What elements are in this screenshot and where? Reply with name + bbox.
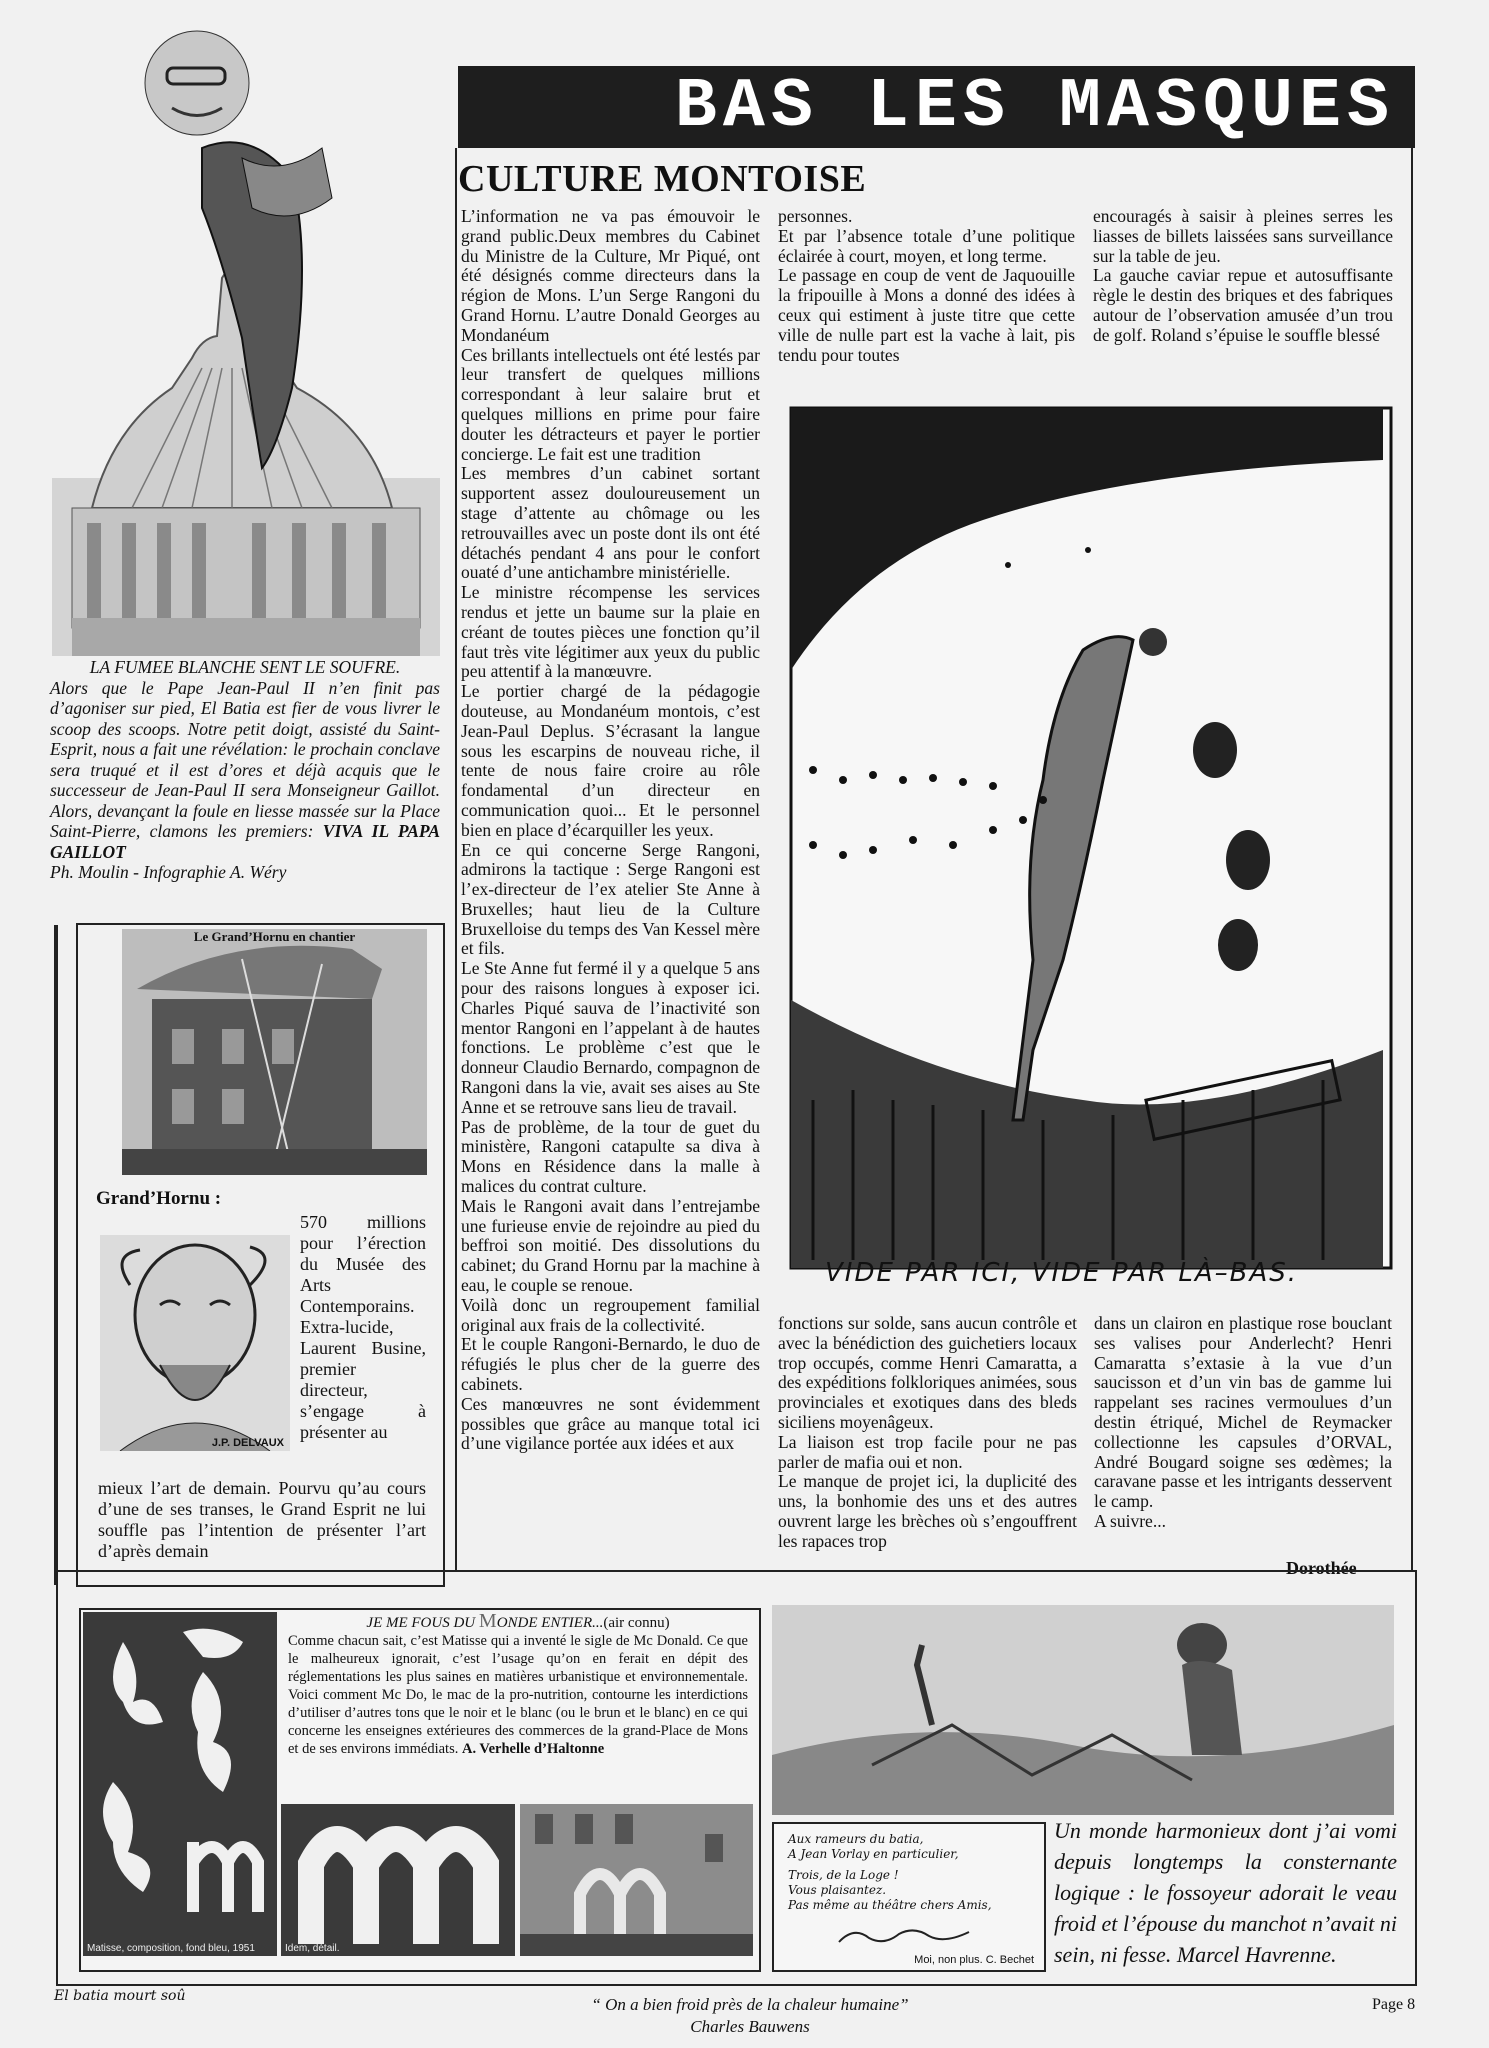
note-line: A Jean Vorlay en particulier, [788, 1847, 959, 1861]
busine-portrait [100, 1235, 290, 1451]
grand-hornu-text-side: 570 millions pour l’érection du Musée des Arts Contemporains. Extra-lucide, Laurent Busine, premier directeur, s’engage à présenter au [300, 1212, 426, 1442]
paragraph: Le manque de projet ici, la duplicité des uns, la bonhomie des uns et des autres ouvrent large les brèches où s’engouffrent les rapaces trop [778, 1471, 1077, 1551]
image-caption: Idem, détail. [285, 1943, 340, 1954]
article-title: CULTURE MONTOISE [458, 158, 867, 200]
divider [1411, 148, 1413, 1570]
paragraph: A suivre... [1094, 1510, 1166, 1531]
paragraph: Les membres d’un cabinet sortant supportent assez douloureusement un stage d’attente au chômage ou les retrouvailles avec un poste dont ils ont été détachés pendant 4 ans pour le confort ouaté d’une antichambre ministérielle. [461, 463, 760, 583]
page-number: Page 8 [1372, 1996, 1416, 2013]
matisse-body: Comme chacun sait, c’est Matisse qui a inventé le sigle de Mc Donald. Ce que le malheureux ignorait, c’est l’usage qu’on en ferait en dépit des réglementations les plus saines en matières urbanistique et environnementale. Voici comment Mc Do, le mac de la pro-nutrition, contourne les interdictions d’utiliser d’autres tons que le noir et le blanc (ou le brun et le blanc) en ce qui concerne les enseignes extérieures des commerces de la grand-Place de Mons et de ses environs immédiats. [288, 1633, 748, 1757]
pope-illustration [52, 8, 440, 656]
ink-drawing [783, 400, 1395, 1300]
divider [54, 925, 58, 1585]
photo-caption: Le Grand’Hornu en chantier [193, 929, 356, 944]
divider [455, 148, 457, 1570]
matisse-signature: A. Verhelle d’Haltonne [461, 1741, 605, 1757]
photo-credit: Ph. Moulin - Infographie A. Wéry [50, 862, 287, 882]
paragraph: fonctions sur solde, sans aucun contrôle et avec la bénédiction des guichetiers locaux trop occupés, comme Henri Camaratta, a des expéditions folkloriques animées, sous provinciales et exotiques dans des bleds siciliens moyenâgeux. [778, 1313, 1077, 1432]
paragraph: La gauche caviar repue et autosuffisante règle le destin des briques et des fabriques autour de l’observation amusée d’un trou de golf. Roland s’épuise le souffle blessé [1093, 265, 1393, 345]
matisse-text [288, 1612, 748, 1758]
article-column-1 [461, 207, 760, 1454]
article-column-3-bottom [1094, 1314, 1392, 1532]
section-title: BAS LES MASQUES [674, 68, 1395, 147]
article-column-2-bottom [778, 1314, 1077, 1552]
mc-m-icon: M [478, 1610, 497, 1632]
paragraph: Pas de problème, de la tour de guet du ministère, Rangoni catapulte sa diva à Mons en Résidence dans la malle à malices du contrat culture. [461, 1116, 760, 1197]
article-column-3-top [1093, 207, 1393, 346]
paragraph: L’information ne va pas émouvoir le grand public.Deux membres du Cabinet du Ministre de la Culture, Mr Piqué, ont été désignés comme directeurs dans la région de Mons. L’un Serge Rangoni du Grand Hornu. L’autre Donald Georges au Mondanéum [461, 206, 760, 345]
matisse-heading [288, 1612, 748, 1632]
portrait-credit: J.P. DELVAUX [211, 1437, 284, 1449]
paragraph: personnes. [778, 206, 853, 226]
paragraph: Le Ste Anne fut fermé il y a quelque 5 ans pour des raisons longues à exposer ici. Charles Piqué sauva de l’inactivité son mentor Rangoni en l’appelant à de hautes fonctions. Le problème c’est que le donneur Claudio Bernardo, compagnon de Rangoni dans la vie, avait ses aises au Ste Anne et se retrouve sans lieu de travail. [461, 958, 760, 1117]
mcdonalds-facade-photo [520, 1804, 753, 1956]
footer-quote [500, 1994, 1000, 2038]
heading-part: ONDE ENTIER... [496, 1615, 604, 1631]
grand-hornu-text: mieux l’art de demain. Pourvu qu’au cours d’une de ses transes, le Grand Esprit ne lui souffle pas l’intention de présenter l’art d’après demain [98, 1478, 426, 1561]
paragraph: Et le couple Rangoni-Bernardo, le duo de réfugiés le plus cher de la guerre des cabinets. [461, 1334, 760, 1395]
note-line: Vous plaisantez. [788, 1883, 887, 1897]
paragraph: Le ministre récompense les services rendus et jette un baume sur la plaie en créant de toutes pièces une fonction qu’il faut très vite légitimer aux yeux du public peu attentif à la manœuvre. [461, 582, 760, 682]
footer-quote-author: Charles Bauwens [690, 2017, 810, 2036]
grand-hornu-photo [122, 929, 427, 1175]
article-author: Dorothée [1286, 1558, 1357, 1578]
handwritten-note [772, 1822, 1046, 1972]
etching-image [772, 1605, 1394, 1815]
footer-left: El batia mourt soû [54, 1988, 186, 2004]
heading-part: JE ME FOUS DU [366, 1615, 479, 1631]
section-header [458, 66, 1415, 148]
paragraph: Ces manœuvres ne sont évidemment possibles que grâce au manque total ici d’une vigilance portée aux idées et aux [461, 1393, 760, 1454]
paragraph: Le portier chargé de la pédagogie douteuse, au Mondanéum montois, c’est Jean-Paul Deplus. S’écrasant la langue sous les escarpins de nouveau riche, il tente de nous faire croire au rôle fondamental d’un directeur en communication quoi... Et le personnel bien en place d’écarquiller les yeux. [461, 681, 760, 840]
note-line: Pas même au théâtre chers Amis, [788, 1898, 992, 1912]
caption-bold: VIVA IL PAPA GAILLOT [50, 821, 440, 862]
pope-caption [50, 657, 440, 883]
havrenne-quote: Un monde harmonieux dont j’ai vomi depuis longtemps la consternante logique : le fossoyeur adorait le veau froid et l’épouse du manchot n’avait ni sein, ni fesse. Marcel Havrenne. [1054, 1818, 1397, 1967]
drawing-caption: VIDE PAR ICI, VIDE PAR LÀ–BAS. [825, 1258, 1299, 1288]
paragraph: encouragés à saisir à pleines serres les liasses de billets laissées sans surveillance sur la table de jeu. [1093, 206, 1393, 266]
heading-part: (air connu) [603, 1615, 670, 1631]
signature-icon [834, 1924, 974, 1948]
footer-quote-text: “ On a bien froid près de la chaleur humaine” [591, 1995, 909, 2014]
paragraph: dans un clairon en plastique rose bouclant ses valises pour Anderlecht? Henri Camaratta s’extasie à la vue d’un saucisson et d’un vin bas de gamme lui rappelant ses racines vermoulues d’un destin étriqué, Michel de Reymacker collectionne les capsules d’ORVAL, André Bougard soigne ses œdèmes; la caravane passe et les intrigants desservent le camp. [1094, 1313, 1392, 1512]
note-credit: Moi, non plus. C. Bechet [914, 1954, 1034, 1966]
matisse-detail-image [281, 1804, 515, 1956]
caption-body: Alors que le Pape Jean-Paul II n’en finit pas d’agoniser sur pied, El Batia est fier de vous livrer le scoop des scoops. Notre petit doigt, assisté du Saint-Esprit, nous a fait une révélation: le prochain conclave sera truqué et il est d’ores et déjà acquis que le successeur de Jean-Paul II sera Monseigneur Gaillot. Alors, devançant la foule en liesse massée sur la Place Saint-Pierre, clamons les premiers: [50, 677, 440, 841]
paragraph: En ce qui concerne Serge Rangoni, admirons la tactique : Serge Rangoni est l’ex-directeur de l’ex atelier Ste Anne à Bruxelles; haut lieu de la Culture Bruxelloise du temps des Van Kessel mère et fils. [461, 839, 760, 959]
note-text [788, 1832, 992, 1913]
article-column-2-top [778, 207, 1075, 365]
paragraph: Mais le Rangoni avait dans l’entrejambe une furieuse envie de rejoindre au pied du beffroi son moitié. Des dissolutions du cabinet; du Grand Hornu par la machine à eau, le couple se renoue. [461, 1195, 760, 1296]
grand-hornu-heading: Grand’Hornu : [96, 1188, 222, 1209]
note-line: Aux rameurs du batia, [788, 1832, 924, 1846]
image-caption: Matisse, composition, fond bleu, 1951 [87, 1943, 255, 1954]
matisse-composition-image [83, 1612, 277, 1956]
caption-title: LA FUMEE BLANCHE SENT LE SOUFRE. [89, 657, 401, 677]
paragraph: Voilà donc un regroupement familial original aux frais de la collectivité. [461, 1294, 760, 1335]
paragraph: La liaison est trop facile pour ne pas parler de mafia oui et non. [778, 1431, 1077, 1472]
paragraph: Et par l’absence totale d’une politique éclairée à court, moyen, et long terme. [778, 225, 1075, 266]
note-line: Trois, de la Loge ! [788, 1868, 899, 1882]
paragraph: Ces brillants intellectuels ont été lestés par leur transfert de quelques millions correspondant à leur salaire brut et quelques millions en prime pour faire douter les détracteurs et payer le portier concierge. Le fait est une tradition [461, 344, 760, 464]
paragraph: Le passage en coup de vent de Jaquouille la fripouille à Mons a donné des idées à ceux qui estiment à juste titre que cette ville de nulle part est la vache à lait, pis tendu pour toutes [778, 265, 1075, 365]
